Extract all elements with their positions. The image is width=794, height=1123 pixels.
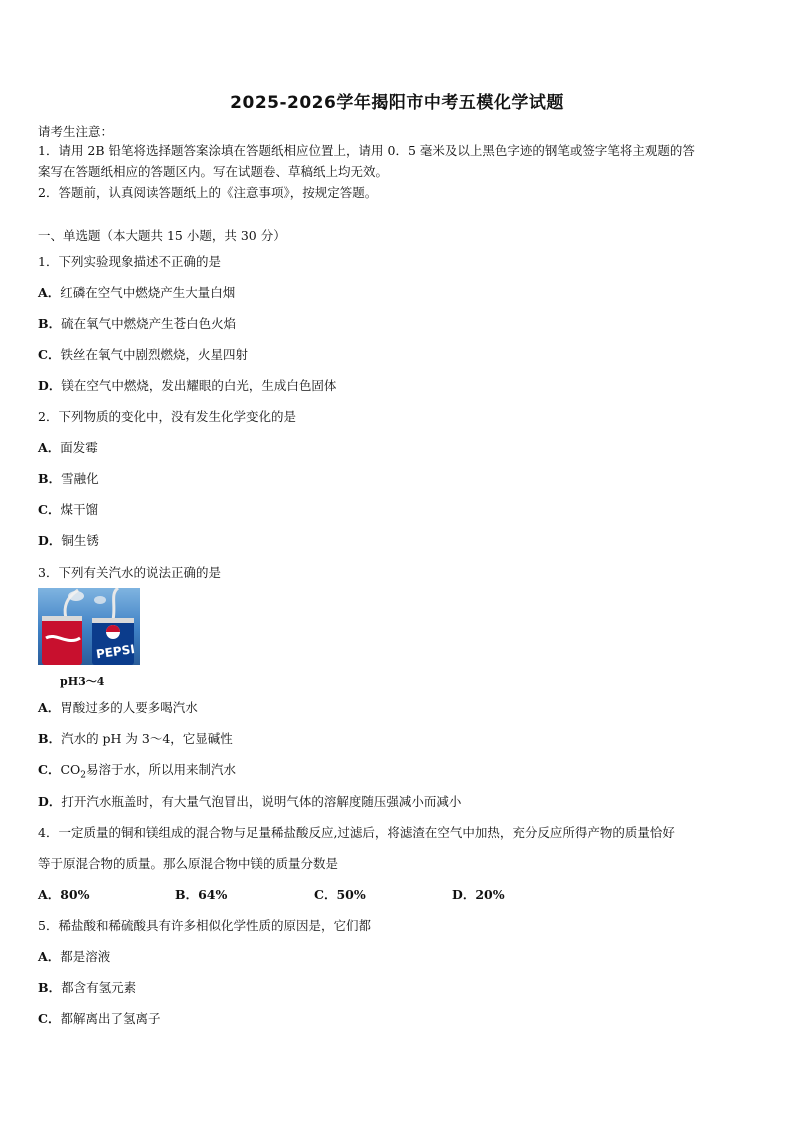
option-label: D．: [38, 794, 62, 809]
option-label: A．: [38, 887, 61, 902]
question-1-stem: 1．下列实验现象描述不正确的是: [38, 254, 221, 269]
question-1-option-b: [38, 314, 236, 332]
question-4-options: [38, 885, 758, 903]
question-3-option-a: [38, 698, 198, 716]
option-label: A．: [38, 949, 61, 964]
option-label: C．: [38, 1011, 61, 1026]
section-heading: 一、单选题（本大题共 15 小题，共 30 分）: [38, 228, 286, 243]
notice-item-1-line-1: 1．请用 2B 铅笔将选择题答案涂填在答题纸相应位置上，请用 0．5 毫米及以上黑色字迹的钢笔或签字笔将主观题的答: [38, 143, 695, 158]
option-label: B．: [38, 731, 62, 746]
question-5-option-c: [38, 1009, 160, 1027]
question-3-stem: 3．下列有关汽水的说法正确的是: [38, 565, 221, 580]
notice-heading: 请考生注意：: [38, 124, 114, 139]
question-1-option-a: [38, 283, 235, 301]
option-text: 铜生锈: [61, 533, 99, 548]
option-label: D．: [38, 378, 62, 393]
option-text: 胃酸过多的人要多喝汽水: [60, 700, 198, 715]
option-text: 64%: [198, 887, 228, 902]
option-text: 都解离出了氢离子: [60, 1011, 161, 1026]
question-2-option-b: [38, 469, 99, 487]
option-label: C．: [38, 762, 61, 777]
option-text: 都是溶液: [60, 949, 111, 964]
option-text: 打开汽水瓶盖时，有大量气泡冒出，说明气体的溶解度随压强减小而减小: [61, 794, 462, 809]
option-label: D．: [452, 887, 476, 902]
option-text-formula: CO: [60, 762, 81, 777]
question-2-option-a: [38, 438, 98, 456]
question-5-option-a: [38, 947, 110, 965]
question-5-option-b: [38, 978, 136, 996]
question-4-stem-line-2: 等于原混合物的质量。那么原混合物中镁的质量分数是: [38, 856, 339, 871]
image-caption: pH3～4: [60, 675, 105, 688]
question-1-option-c: [38, 345, 248, 363]
soda-cans-image: [38, 588, 140, 665]
option-text: 铁丝在氧气中剧烈燃烧，火星四射: [60, 347, 248, 362]
option-text-subscript: 2: [80, 770, 86, 781]
option-text: 煤干馏: [60, 502, 98, 517]
question-4-option-c: [314, 885, 366, 903]
option-label: C．: [38, 347, 61, 362]
question-3-option-c: [38, 760, 236, 781]
page-title: 2025-2026学年揭阳市中考五模化学试题: [230, 93, 564, 113]
option-label: C．: [38, 502, 61, 517]
option-label: B．: [38, 471, 62, 486]
question-4-option-d: [452, 885, 505, 903]
svg-text:PEPSI: PEPSI: [95, 642, 136, 662]
notice-item-1-line-2: 案写在答题纸相应的答题区内。写在试题卷、草稿纸上均无效。: [38, 164, 389, 179]
question-1-option-d: [38, 376, 336, 394]
option-label: A．: [38, 700, 61, 715]
option-label: B．: [175, 887, 199, 902]
option-text: 20%: [475, 887, 505, 902]
option-label: B．: [38, 316, 62, 331]
option-text: 雪融化: [61, 471, 99, 486]
notice-item-2: 2．答题前，认真阅读答题纸上的《注意事项》，按规定答题。: [38, 185, 378, 200]
option-text: 汽水的 pH 为 3～4，它显碱性: [61, 731, 233, 746]
option-text: 红磷在空气中燃烧产生大量白烟: [60, 285, 236, 300]
option-text: 镁在空气中燃烧，发出耀眼的白光，生成白色固体: [61, 378, 337, 393]
question-5-stem: 5．稀盐酸和稀硫酸具有许多相似化学性质的原因是，它们都: [38, 918, 371, 933]
question-3-option-d: [38, 792, 461, 810]
option-text: 50%: [336, 887, 366, 902]
option-label: A．: [38, 440, 61, 455]
option-text: 都含有氢元素: [61, 980, 137, 995]
question-4-stem-line-1: 4．一定质量的铜和镁组成的混合物与足量稀盐酸反应,过滤后，将滤渣在空气中加热，充分反应所得产物的质量恰好: [38, 825, 675, 840]
question-4-option-a: [38, 885, 89, 903]
option-text: 硫在氧气中燃烧产生苍白色火焰: [61, 316, 237, 331]
soda-cans-illustration: [38, 588, 140, 665]
question-2-option-c: [38, 500, 98, 518]
option-label: C．: [314, 887, 337, 902]
option-text: 80%: [60, 887, 90, 902]
question-2-stem: 2．下列物质的变化中，没有发生化学变化的是: [38, 409, 296, 424]
question-2-option-d: [38, 531, 99, 549]
option-label: A．: [38, 285, 61, 300]
option-label: B．: [38, 980, 62, 995]
question-4-option-b: [175, 885, 227, 903]
option-text: 易溶于水，所以用来制汽水: [86, 762, 237, 777]
option-text: 面发霉: [60, 440, 98, 455]
option-label: D．: [38, 533, 62, 548]
question-3-option-b: [38, 729, 233, 747]
